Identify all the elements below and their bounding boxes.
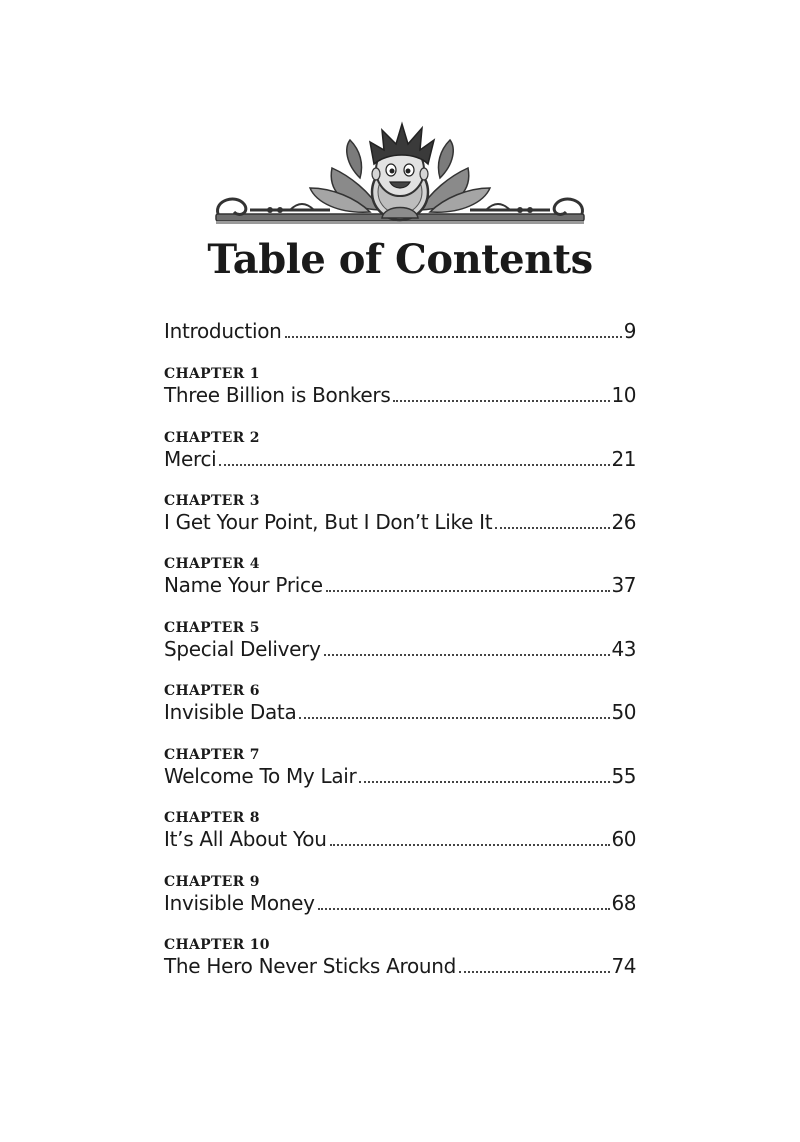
toc-entry-chapter-8[interactable] [164,810,636,852]
toc-entry-title: Special Delivery [164,637,321,661]
toc-entry-chapter-9[interactable] [164,874,636,916]
dot-leader [359,780,609,783]
toc-entry-page: 50 [611,700,636,724]
toc-entry-chapter-5[interactable] [164,620,636,662]
toc-entry-title: It’s All About You [164,827,327,851]
toc-entry-chapter-6[interactable] [164,683,636,725]
toc-entry-chapter-1[interactable] [164,366,636,408]
toc-entry-title: Invisible Data [164,700,297,724]
toc-line [164,509,636,535]
toc-entry-chapter-10[interactable] [164,937,636,979]
chapter-label: CHAPTER 4 [164,556,260,572]
toc-entry-page: 26 [611,510,636,534]
toc-entry-page: 21 [611,447,636,471]
toc-entry-page: 43 [611,637,636,661]
toc-entry-title: Merci [164,447,217,471]
toc-entry-page: 60 [611,827,636,851]
toc-line [164,446,636,472]
toc-entry-page: 37 [611,573,636,597]
chapter-label: CHAPTER 1 [164,366,260,382]
dot-leader [459,970,609,973]
toc-entry-chapter-3[interactable] [164,493,636,535]
toc-entry-chapter-7[interactable] [164,747,636,789]
toc-entry-title: The Hero Never Sticks Around [164,954,457,978]
toc-entry-title: Invisible Money [164,891,315,915]
chapter-label: CHAPTER 5 [164,620,260,636]
toc-entry-title: Name Your Price [164,573,323,597]
chapter-label: CHAPTER 2 [164,430,260,446]
dot-leader [495,526,609,529]
chapter-label: CHAPTER 3 [164,493,260,509]
toc-line [164,763,636,789]
character-crest-icon [210,118,590,230]
toc-entry-title: Introduction [164,319,282,343]
chapter-label: CHAPTER 8 [164,810,260,826]
toc-line [164,890,636,916]
chapter-label: CHAPTER 9 [164,874,260,890]
dot-leader [318,907,610,910]
toc-line [164,382,636,408]
toc-entry-page: 10 [611,383,636,407]
toc-entry-title: Welcome To My Lair [164,764,357,788]
dot-leader [326,589,610,592]
toc-entry-page: 9 [623,319,636,343]
toc-entry-page: 68 [611,891,636,915]
toc-line [164,953,636,979]
toc-entry-title: I Get Your Point, But I Don’t Like It [164,510,493,534]
toc-entry-chapter-4[interactable] [164,556,636,598]
chapter-label: CHAPTER 6 [164,683,260,699]
chapter-label: CHAPTER 10 [164,937,270,953]
toc-entry-title: Three Billion is Bonkers [164,383,391,407]
toc-entry-page: 74 [611,954,636,978]
page-title: Table of Contents [207,236,593,283]
toc-line [164,572,636,598]
toc-line [164,636,636,662]
dot-leader [324,653,610,656]
toc-entry-chapter-2[interactable] [164,430,636,472]
toc-line [164,318,636,344]
toc-entry-page: 55 [611,764,636,788]
toc-line [164,826,636,852]
dot-leader [299,716,609,719]
dot-leader [285,335,622,338]
chapter-label: CHAPTER 7 [164,747,260,763]
dot-leader [219,463,609,466]
toc-line [164,699,636,725]
dot-leader [330,843,610,846]
toc-entry-introduction[interactable] [164,318,636,344]
dot-leader [393,399,609,402]
